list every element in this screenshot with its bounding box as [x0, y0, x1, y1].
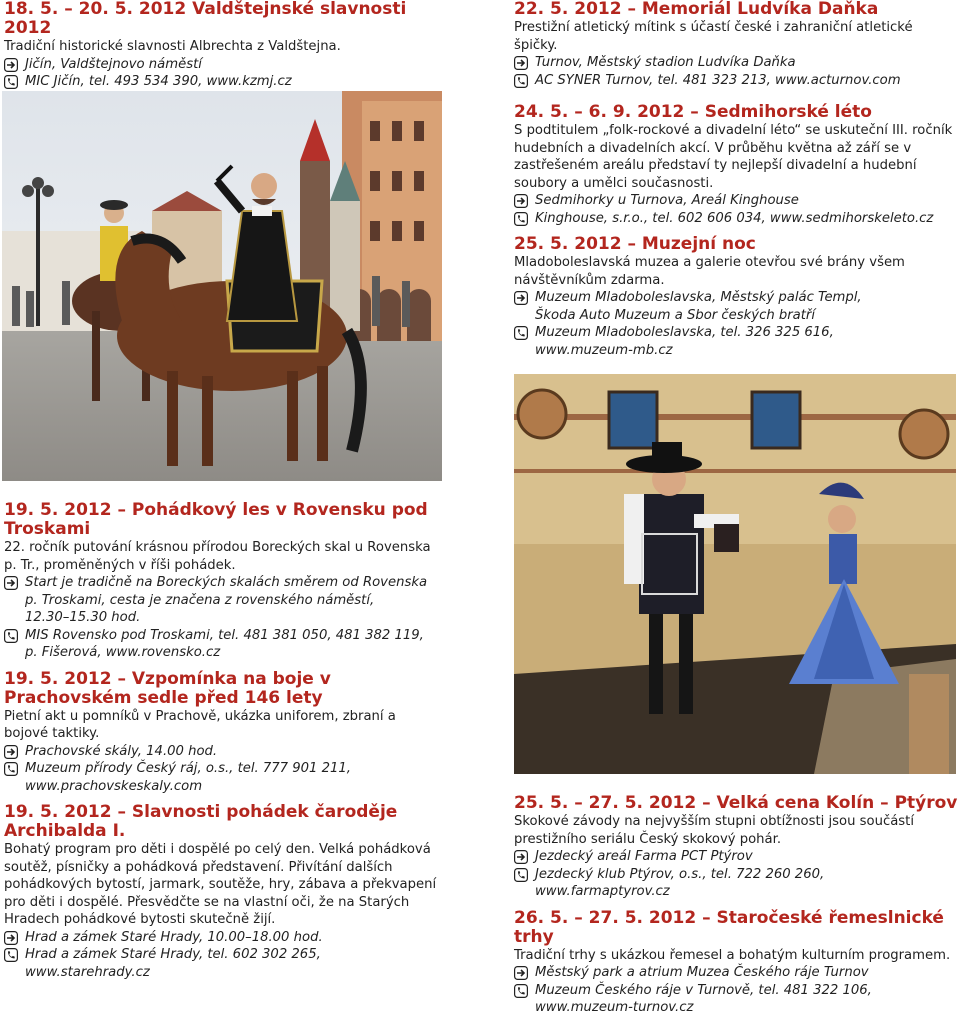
- arrow-right-icon: [514, 850, 528, 864]
- right-column-bottom: [514, 794, 958, 1017]
- left-column-bottom: [4, 501, 444, 981]
- phone-icon: [4, 75, 18, 89]
- contact-line: www.farmaptyrov.cz: [535, 884, 670, 899]
- event-description: 22. ročník putování krásnou přírodou Boreckých skal u Rovenska p. Tr., proměněných v říši pohádek.: [4, 540, 431, 573]
- event-contact: [4, 760, 444, 795]
- event-stare-hrady: [4, 803, 444, 981]
- event-description: Skokové závody na nejvyšším stupni obtížnosti jsou součástí prestižního seriálu Český skokový pohár.: [514, 814, 915, 847]
- place-line: Jezdecký areál Farma PCT Ptýrov: [535, 849, 753, 864]
- arrow-right-icon: [514, 291, 528, 305]
- contact-line: p. Fišerová, www.rovensko.cz: [25, 645, 221, 660]
- right-column-top: [514, 0, 958, 359]
- contact-line: www.muzeum-mb.cz: [535, 342, 673, 358]
- event-velka-cena-kolin: [514, 794, 958, 901]
- event-place: [4, 574, 444, 627]
- contact-line: Hrad a zámek Staré Hrady, tel. 602 302 265,: [25, 947, 321, 962]
- event-place: [4, 743, 444, 761]
- contact-line: AC SYNER Turnov, tel. 481 323 213, www.acturnov.com: [535, 72, 901, 88]
- event-title: 19. 5. 2012 – Pohádkový les v Rovensku pod Troskami: [4, 500, 428, 539]
- phone-icon: [514, 984, 528, 998]
- phone-icon: [514, 74, 528, 88]
- event-place: [514, 964, 958, 982]
- event-remeslnicke-trhy: [514, 909, 958, 1017]
- event-contact: [4, 946, 444, 981]
- place-line: Turnov, Městský stadion Ludvíka Daňka: [535, 55, 796, 70]
- arrow-right-icon: [514, 56, 528, 70]
- event-description: Bohatý program pro děti i dospělé po celý den. Velká pohádková soutěž, písničky a pohádková představení. Přivítání dalších pohádkových bytostí, jarmark, soutěže, hry, zábava a překvapení pro děti i dospělé. Přesvědčte se na vlastní oči, že na Starých Hradech pohádkové bytosti skutečně žijí.: [4, 842, 437, 927]
- contact-line: Muzeum Mladoboleslavska, tel. 326 325 616,: [535, 325, 834, 340]
- contact-line: www.starehrady.cz: [25, 964, 150, 980]
- arrow-right-icon: [514, 194, 528, 208]
- place-line: Sedmihorky u Turnova, Areál Kinghouse: [535, 193, 799, 208]
- event-description: Prestižní atletický mítink s účastí české i zahraniční atletické špičky.: [514, 20, 913, 53]
- phone-icon: [4, 762, 18, 776]
- contact-line: Jezdecký klub Ptýrov, o.s., tel. 722 260 260,: [535, 866, 825, 882]
- event-title: 18. 5. – 20. 5. 2012 Valdštejnské slavnosti 2012: [4, 0, 407, 38]
- event-description: Pietní akt u pomníků v Prachově, ukázka uniforem, zbraní a bojové taktiky.: [4, 708, 396, 741]
- event-title: 25. 5. – 27. 5. 2012 – Velká cena Kolín – Ptýrov: [514, 793, 958, 813]
- event-prachov: [4, 670, 444, 796]
- event-title: 26. 5. – 27. 5. 2012 – Staročeské řemeslnické trhy: [514, 907, 944, 947]
- place-line: 12.30–15.30 hod.: [25, 610, 141, 625]
- event-contact: [514, 72, 958, 90]
- arrow-right-icon: [4, 745, 18, 759]
- place-line: Start je tradičně na Boreckých skalách směrem od Rovenska: [25, 575, 428, 590]
- event-memorial-danka: [514, 0, 958, 89]
- contact-line: Muzeum Českého ráje v Turnově, tel. 481 322 106,: [535, 982, 872, 998]
- contact-line: www.prachovskeskaly.com: [25, 778, 203, 794]
- event-title: 19. 5. 2012 – Slavnosti pohádek čaroděje Archibalda I.: [4, 802, 398, 841]
- place-line: p. Troskami, cesta je značena z rovenského náměstí,: [25, 592, 375, 608]
- performers-illustration: [514, 374, 956, 774]
- event-contact: [514, 210, 958, 228]
- event-description: S podtitulem „folk-rockové a divadelní léto“ se uskuteční III. ročník hudebních a divadelních akcí. V průběhu května až září se v zastřešeném areálu představí ty nejlepší divadelní a hudební soubory a umělci současnosti.: [514, 123, 953, 191]
- place-line: Hrad a zámek Staré Hrady, 10.00–18.00 hod.: [25, 929, 323, 945]
- event-description: Tradiční historické slavnosti Albrechta z Valdštejna.: [4, 39, 341, 54]
- event-place: [514, 848, 958, 866]
- event-contact: [514, 866, 958, 901]
- event-contact: [4, 627, 444, 662]
- place-line: Jičín, Valdštejnovo náměstí: [25, 56, 202, 72]
- place-line: Škoda Auto Muzeum a Sbor českých bratří: [535, 307, 816, 323]
- arrow-right-icon: [514, 966, 528, 980]
- left-column-top: [4, 0, 444, 91]
- event-title: 22. 5. 2012 – Memoriál Ludvíka Daňka: [514, 0, 879, 19]
- event-place: [4, 929, 444, 947]
- event-title: 19. 5. 2012 – Vzpomínka na boje v Prachovském sedle před 146 lety: [4, 668, 331, 708]
- horseman-illustration: [2, 91, 442, 481]
- event-description: Mladoboleslavská muzea a galerie otevřou své brány všem návštěvníkům zdarma.: [514, 255, 905, 288]
- event-description: Tradiční trhy s ukázkou řemesel a bohatým kulturním programem.: [514, 947, 951, 963]
- event-contact: [514, 324, 958, 359]
- phone-icon: [4, 948, 18, 962]
- place-line: Muzeum Mladoboleslavska, Městský palác Templ,: [535, 290, 862, 305]
- phone-icon: [4, 629, 18, 643]
- contact-line: MIC Jičín, tel. 493 534 390, www.kzmj.cz: [25, 74, 292, 89]
- event-pohadkovy-les: [4, 501, 444, 662]
- arrow-right-icon: [4, 576, 18, 590]
- event-title: 24. 5. – 6. 9. 2012 – Sedmihorské léto: [514, 102, 872, 122]
- event-place: [514, 289, 958, 324]
- event-place: [514, 54, 958, 72]
- contact-line: Kinghouse, s.r.o., tel. 602 606 034, www.sedmihorskeleto.cz: [535, 210, 934, 226]
- photo-horseman: [2, 91, 442, 481]
- contact-line: Muzeum přírody Český ráj, o.s., tel. 777 901 211,: [25, 761, 351, 776]
- phone-icon: [514, 212, 528, 226]
- event-place: [4, 56, 444, 74]
- contact-line: MIS Rovensko pod Troskami, tel. 481 381 050, 481 382 119,: [25, 627, 424, 643]
- place-line: Městský park a atrium Muzea Českého ráje Turnov: [535, 965, 869, 980]
- arrow-right-icon: [4, 58, 18, 72]
- event-contact: [4, 73, 444, 91]
- phone-icon: [514, 868, 528, 882]
- photo-performers: [514, 374, 956, 774]
- event-sedmihorske-leto: [514, 103, 958, 227]
- arrow-right-icon: [4, 931, 18, 945]
- contact-line: www.muzeum-turnov.cz: [535, 1000, 694, 1015]
- phone-icon: [514, 326, 528, 340]
- event-valdstejn: [4, 0, 444, 91]
- place-line: Prachovské skály, 14.00 hod.: [25, 743, 218, 759]
- event-place: [514, 192, 958, 210]
- event-contact: [514, 982, 958, 1017]
- event-title: 25. 5. 2012 – Muzejní noc: [514, 234, 756, 254]
- event-muzejni-noc: [514, 235, 958, 359]
